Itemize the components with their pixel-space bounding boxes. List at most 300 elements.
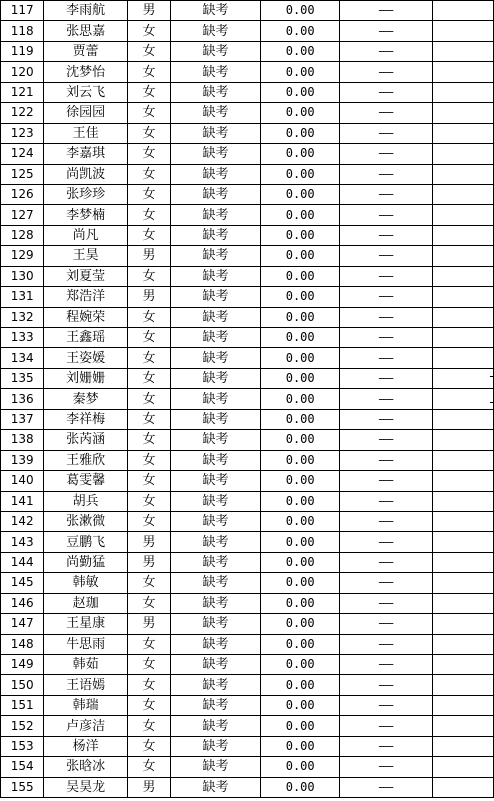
rank-cell: ——	[340, 184, 433, 204]
gender-cell: 女	[127, 328, 170, 348]
score-cell: 0.00	[260, 21, 339, 41]
score-cell: 0.00	[260, 123, 339, 143]
rank-cell: ——	[340, 328, 433, 348]
row-number: 147	[1, 614, 44, 634]
remark-cell	[432, 41, 493, 61]
status-cell: 缺考	[171, 573, 261, 593]
gender-cell: 女	[127, 348, 170, 368]
rank-cell: ——	[340, 144, 433, 164]
table-row	[1, 246, 494, 266]
remark-cell	[432, 532, 493, 552]
status-cell: 缺考	[171, 471, 261, 491]
gender-cell: 女	[127, 471, 170, 491]
remark-cell	[432, 348, 493, 368]
score-cell: 0.00	[260, 62, 339, 82]
gender-cell: 男	[127, 614, 170, 634]
table-row	[1, 634, 494, 654]
student-name: 韩敏	[44, 573, 128, 593]
rank-cell: ——	[340, 511, 433, 531]
status-cell: 缺考	[171, 1, 261, 21]
student-name: 张芮涵	[44, 430, 128, 450]
gender-cell: 女	[127, 103, 170, 123]
remark-cell	[432, 82, 493, 102]
table-row	[1, 695, 494, 715]
rank-cell: ——	[340, 614, 433, 634]
score-cell: 0.00	[260, 471, 339, 491]
gender-cell: 女	[127, 675, 170, 695]
status-cell: 缺考	[171, 389, 261, 409]
status-cell: 缺考	[171, 614, 261, 634]
row-number: 146	[1, 593, 44, 613]
student-name: 秦梦	[44, 389, 128, 409]
student-name: 王佳	[44, 123, 128, 143]
remark-cell	[432, 144, 493, 164]
table-row	[1, 757, 494, 777]
student-name: 李梦楠	[44, 205, 128, 225]
status-cell: 缺考	[171, 593, 261, 613]
gender-cell: 女	[127, 62, 170, 82]
status-cell: 缺考	[171, 41, 261, 61]
remark-cell	[432, 757, 493, 777]
rank-cell: ——	[340, 716, 433, 736]
score-cell: 0.00	[260, 716, 339, 736]
score-cell: 0.00	[260, 552, 339, 572]
rank-cell: ——	[340, 532, 433, 552]
status-cell: 缺考	[171, 164, 261, 184]
status-cell: 缺考	[171, 287, 261, 307]
score-cell: 0.00	[260, 409, 339, 429]
remark-cell	[432, 225, 493, 245]
student-name: 葛雯馨	[44, 471, 128, 491]
remark-cell	[432, 450, 493, 470]
gender-cell: 女	[127, 266, 170, 286]
status-cell: 缺考	[171, 62, 261, 82]
score-cell: 0.00	[260, 511, 339, 531]
status-cell: 缺考	[171, 123, 261, 143]
score-cell: 0.00	[260, 389, 339, 409]
rank-cell: ——	[340, 695, 433, 715]
row-number: 132	[1, 307, 44, 327]
gender-cell: 男	[127, 532, 170, 552]
student-name: 张珍珍	[44, 184, 128, 204]
rank-cell: ——	[340, 287, 433, 307]
score-cell: 0.00	[260, 328, 339, 348]
table-row	[1, 491, 494, 511]
status-cell: 缺考	[171, 736, 261, 756]
rank-cell: ——	[340, 593, 433, 613]
rank-cell: ——	[340, 409, 433, 429]
table-row	[1, 287, 494, 307]
status-cell: 缺考	[171, 225, 261, 245]
gender-cell: 男	[127, 287, 170, 307]
gender-cell: 女	[127, 695, 170, 715]
row-number: 150	[1, 675, 44, 695]
status-cell: 缺考	[171, 144, 261, 164]
remark-cell	[432, 184, 493, 204]
row-number: 144	[1, 552, 44, 572]
student-name: 贾蕾	[44, 41, 128, 61]
table-row	[1, 471, 494, 491]
remark-cell	[432, 777, 493, 797]
row-number: 152	[1, 716, 44, 736]
table-row	[1, 225, 494, 245]
remark-cell	[432, 164, 493, 184]
gender-cell: 女	[127, 655, 170, 675]
remark-cell	[432, 614, 493, 634]
status-cell: 缺考	[171, 655, 261, 675]
row-number: 139	[1, 450, 44, 470]
score-cell: 0.00	[260, 675, 339, 695]
remark-cell	[432, 307, 493, 327]
score-cell: 0.00	[260, 164, 339, 184]
score-cell: 0.00	[260, 225, 339, 245]
status-cell: 缺考	[171, 450, 261, 470]
row-number: 126	[1, 184, 44, 204]
remark-cell	[432, 409, 493, 429]
rank-cell: ——	[340, 1, 433, 21]
row-number: 127	[1, 205, 44, 225]
status-cell: 缺考	[171, 430, 261, 450]
row-number: 141	[1, 491, 44, 511]
status-cell: 缺考	[171, 368, 261, 388]
rank-cell: ——	[340, 123, 433, 143]
row-number: 151	[1, 695, 44, 715]
score-cell: 0.00	[260, 532, 339, 552]
gender-cell: 女	[127, 491, 170, 511]
table-row	[1, 307, 494, 327]
gender-cell: 男	[127, 246, 170, 266]
status-cell: 缺考	[171, 103, 261, 123]
remark-cell	[432, 716, 493, 736]
table-row	[1, 328, 494, 348]
gender-cell: 女	[127, 164, 170, 184]
row-number: 122	[1, 103, 44, 123]
student-name: 韩瑞	[44, 695, 128, 715]
status-cell: 缺考	[171, 348, 261, 368]
row-number: 154	[1, 757, 44, 777]
status-cell: 缺考	[171, 634, 261, 654]
table-row	[1, 82, 494, 102]
table-body	[1, 1, 494, 798]
rank-cell: ——	[340, 552, 433, 572]
student-name: 张晗冰	[44, 757, 128, 777]
rank-cell: ——	[340, 368, 433, 388]
rank-cell: ——	[340, 307, 433, 327]
remark-cell	[432, 62, 493, 82]
gender-cell: 女	[127, 21, 170, 41]
remark-cell	[432, 552, 493, 572]
table-row	[1, 655, 494, 675]
rank-cell: ——	[340, 655, 433, 675]
student-name: 李祥梅	[44, 409, 128, 429]
row-number: 138	[1, 430, 44, 450]
rank-cell: ——	[340, 164, 433, 184]
rank-cell: ——	[340, 348, 433, 368]
rank-cell: ——	[340, 634, 433, 654]
row-number: 135	[1, 368, 44, 388]
rank-cell: ——	[340, 757, 433, 777]
remark-cell	[432, 736, 493, 756]
remark-cell	[432, 103, 493, 123]
student-name: 张漱微	[44, 511, 128, 531]
rank-cell: ——	[340, 21, 433, 41]
rank-cell: ——	[340, 573, 433, 593]
gender-cell: 女	[127, 450, 170, 470]
rank-cell: ——	[340, 430, 433, 450]
gender-cell: 女	[127, 144, 170, 164]
rank-cell: ——	[340, 103, 433, 123]
gender-cell: 女	[127, 389, 170, 409]
row-number: 120	[1, 62, 44, 82]
row-number: 129	[1, 246, 44, 266]
remark-cell	[432, 471, 493, 491]
rank-cell: ——	[340, 266, 433, 286]
gender-cell: 女	[127, 634, 170, 654]
table-row	[1, 450, 494, 470]
score-cell: 0.00	[260, 103, 339, 123]
rank-cell: ——	[340, 471, 433, 491]
student-name: 尚凯波	[44, 164, 128, 184]
score-cell: 0.00	[260, 1, 339, 21]
table-row	[1, 266, 494, 286]
student-name: 尚勤猛	[44, 552, 128, 572]
score-cell: 0.00	[260, 430, 339, 450]
status-cell: 缺考	[171, 205, 261, 225]
remark-cell	[432, 430, 493, 450]
student-name: 刘夏莹	[44, 266, 128, 286]
score-cell: 0.00	[260, 307, 339, 327]
score-cell: 0.00	[260, 82, 339, 102]
status-cell: 缺考	[171, 511, 261, 531]
status-cell: 缺考	[171, 266, 261, 286]
table-row	[1, 593, 494, 613]
score-cell: 0.00	[260, 614, 339, 634]
gender-cell: 女	[127, 368, 170, 388]
student-name: 牛思雨	[44, 634, 128, 654]
status-cell: 缺考	[171, 695, 261, 715]
gender-cell: 男	[127, 552, 170, 572]
status-cell: 缺考	[171, 757, 261, 777]
student-name: 杨洋	[44, 736, 128, 756]
row-number: 131	[1, 287, 44, 307]
row-number: 140	[1, 471, 44, 491]
table-row	[1, 123, 494, 143]
gender-cell: 女	[127, 409, 170, 429]
row-number: 118	[1, 21, 44, 41]
student-name: 赵珈	[44, 593, 128, 613]
table-row	[1, 573, 494, 593]
score-cell: 0.00	[260, 266, 339, 286]
gender-cell: 男	[127, 777, 170, 797]
gender-cell: 女	[127, 41, 170, 61]
score-cell: 0.00	[260, 348, 339, 368]
status-cell: 缺考	[171, 716, 261, 736]
table-row	[1, 675, 494, 695]
rank-cell: ——	[340, 675, 433, 695]
table-row	[1, 511, 494, 531]
gender-cell: 女	[127, 736, 170, 756]
remark-cell	[432, 634, 493, 654]
student-name: 郑浩洋	[44, 287, 128, 307]
remark-cell	[432, 123, 493, 143]
table-row	[1, 184, 494, 204]
rank-cell: ——	[340, 736, 433, 756]
table-row	[1, 736, 494, 756]
student-name: 王鑫瑶	[44, 328, 128, 348]
remark-cell	[432, 593, 493, 613]
score-cell: 0.00	[260, 593, 339, 613]
remark-cell	[432, 511, 493, 531]
score-cell: 0.00	[260, 246, 339, 266]
gender-cell: 女	[127, 82, 170, 102]
status-cell: 缺考	[171, 184, 261, 204]
rank-cell: ——	[340, 82, 433, 102]
remark-cell	[432, 266, 493, 286]
score-cell: 0.00	[260, 634, 339, 654]
score-cell: 0.00	[260, 450, 339, 470]
table-row	[1, 430, 494, 450]
student-name: 吴昊龙	[44, 777, 128, 797]
gender-cell: 女	[127, 573, 170, 593]
gender-cell: 女	[127, 593, 170, 613]
remark-cell	[432, 368, 493, 388]
table-row	[1, 62, 494, 82]
student-name: 豆鹏飞	[44, 532, 128, 552]
student-name: 刘姗姗	[44, 368, 128, 388]
score-cell: 0.00	[260, 736, 339, 756]
status-cell: 缺考	[171, 777, 261, 797]
rank-cell: ——	[340, 491, 433, 511]
score-cell: 0.00	[260, 573, 339, 593]
row-number: 155	[1, 777, 44, 797]
table-row	[1, 1, 494, 21]
score-cell: 0.00	[260, 41, 339, 61]
rank-cell: ——	[340, 246, 433, 266]
table-row	[1, 205, 494, 225]
status-cell: 缺考	[171, 491, 261, 511]
score-cell: 0.00	[260, 287, 339, 307]
table-row	[1, 348, 494, 368]
student-name: 王雅欣	[44, 450, 128, 470]
score-cell: 0.00	[260, 184, 339, 204]
score-cell: 0.00	[260, 144, 339, 164]
score-cell: 0.00	[260, 368, 339, 388]
table-row	[1, 552, 494, 572]
student-name: 卢彦洁	[44, 716, 128, 736]
edge-mark	[490, 376, 494, 377]
gender-cell: 女	[127, 184, 170, 204]
row-number: 145	[1, 573, 44, 593]
student-name: 王昊	[44, 246, 128, 266]
remark-cell	[432, 573, 493, 593]
gender-cell: 女	[127, 716, 170, 736]
status-cell: 缺考	[171, 552, 261, 572]
table-row	[1, 716, 494, 736]
status-cell: 缺考	[171, 21, 261, 41]
rank-cell: ——	[340, 450, 433, 470]
rank-cell: ——	[340, 205, 433, 225]
table-row	[1, 144, 494, 164]
status-cell: 缺考	[171, 675, 261, 695]
row-number: 148	[1, 634, 44, 654]
remark-cell	[432, 287, 493, 307]
rank-cell: ——	[340, 225, 433, 245]
student-name: 李雨航	[44, 1, 128, 21]
remark-cell	[432, 246, 493, 266]
table-row	[1, 409, 494, 429]
table-row	[1, 41, 494, 61]
row-number: 134	[1, 348, 44, 368]
table-row	[1, 777, 494, 797]
row-number: 119	[1, 41, 44, 61]
gender-cell: 女	[127, 123, 170, 143]
table-row	[1, 164, 494, 184]
score-cell: 0.00	[260, 695, 339, 715]
status-cell: 缺考	[171, 532, 261, 552]
student-name: 王星康	[44, 614, 128, 634]
table-row	[1, 368, 494, 388]
gender-cell: 女	[127, 225, 170, 245]
remark-cell	[432, 695, 493, 715]
remark-cell	[432, 655, 493, 675]
student-name: 程婉荣	[44, 307, 128, 327]
remark-cell	[432, 491, 493, 511]
remark-cell	[432, 21, 493, 41]
row-number: 137	[1, 409, 44, 429]
rank-cell: ——	[340, 41, 433, 61]
gender-cell: 女	[127, 307, 170, 327]
status-cell: 缺考	[171, 82, 261, 102]
row-number: 133	[1, 328, 44, 348]
score-cell: 0.00	[260, 655, 339, 675]
table-row	[1, 103, 494, 123]
student-name: 王姿媛	[44, 348, 128, 368]
student-name: 刘云飞	[44, 82, 128, 102]
row-number: 153	[1, 736, 44, 756]
table-row	[1, 21, 494, 41]
row-number: 128	[1, 225, 44, 245]
gender-cell: 女	[127, 430, 170, 450]
row-number: 124	[1, 144, 44, 164]
row-number: 136	[1, 389, 44, 409]
remark-cell	[432, 328, 493, 348]
gender-cell: 女	[127, 205, 170, 225]
row-number: 142	[1, 511, 44, 531]
rank-cell: ——	[340, 389, 433, 409]
gender-cell: 男	[127, 1, 170, 21]
score-cell: 0.00	[260, 757, 339, 777]
row-number: 143	[1, 532, 44, 552]
row-number: 121	[1, 82, 44, 102]
gender-cell: 女	[127, 757, 170, 777]
student-name: 王语嫣	[44, 675, 128, 695]
student-name: 李嘉琪	[44, 144, 128, 164]
remark-cell	[432, 1, 493, 21]
student-name: 尚凡	[44, 225, 128, 245]
student-name: 胡兵	[44, 491, 128, 511]
table-row	[1, 532, 494, 552]
remark-cell	[432, 205, 493, 225]
student-name: 韩茹	[44, 655, 128, 675]
gender-cell: 女	[127, 511, 170, 531]
student-name: 徐园园	[44, 103, 128, 123]
row-number: 125	[1, 164, 44, 184]
score-cell: 0.00	[260, 777, 339, 797]
table-row	[1, 389, 494, 409]
remark-cell	[432, 389, 493, 409]
row-number: 149	[1, 655, 44, 675]
student-name: 沈梦怡	[44, 62, 128, 82]
